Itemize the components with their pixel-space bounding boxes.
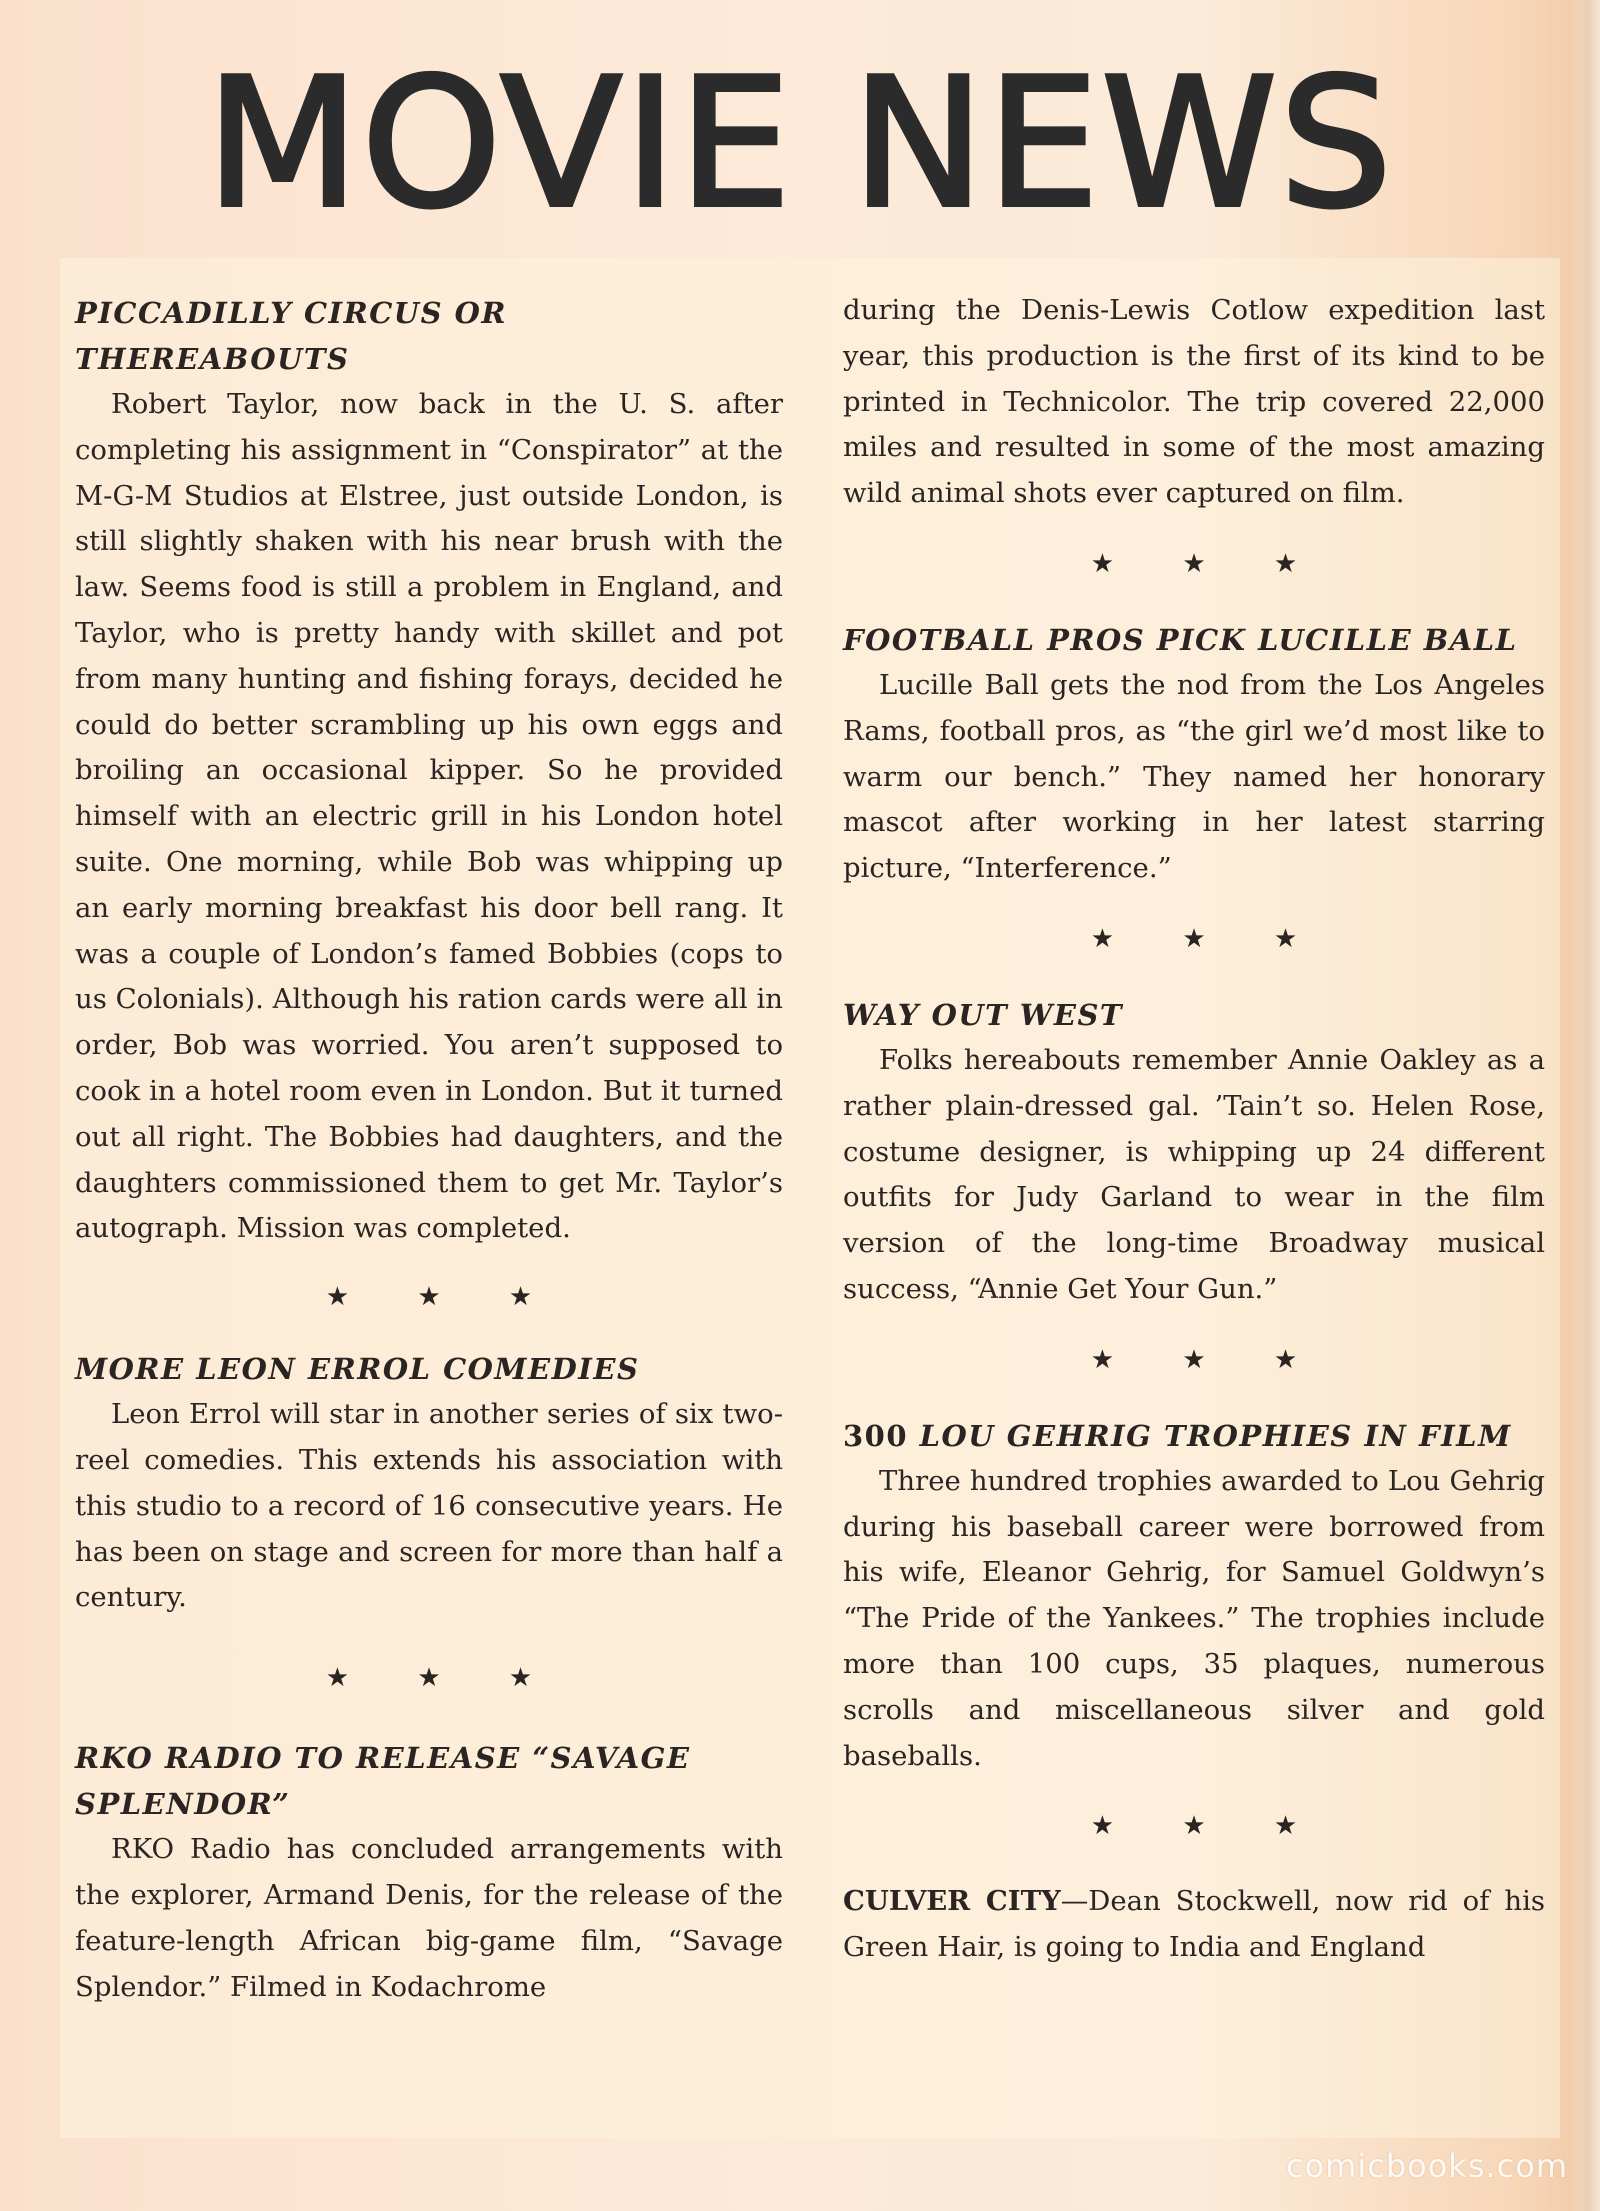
story-body: Folks hereabouts remember Annie Oakley as a rather plain-dressed gal. ’Tain’t so. Helen Rose, costume designer, is whipping up 24 different outfits for Judy Garland to wear in the film version of the long-time Broadway musical success, “Annie Get Your Gun.” — [843, 1043, 1545, 1305]
story-way-out-west — [843, 992, 1545, 1313]
story-headline: WAY OUT WEST — [843, 997, 1123, 1032]
story-text: —Dean Stockwell, now rid of his Green Hair, is going to India and England — [843, 1885, 1546, 1964]
page-spine-edge — [1572, 0, 1600, 2211]
story-piccadilly — [75, 290, 783, 1252]
headline-number: 300 — [843, 1418, 909, 1453]
site-watermark: comicbooks.com — [1285, 2147, 1568, 2185]
star-divider: ★ ★ ★ — [1090, 1811, 1298, 1842]
story-savage-splendor — [75, 1735, 783, 2010]
headline-text: LOU GEHRIG TROPHIES IN FILM — [919, 1418, 1512, 1453]
story-savage-splendor-continued — [843, 288, 1545, 517]
story-body: Leon Errol will star in another series of six two-reel comedies. This extends his association with this studio to a record of 16 consecutive years. He has been on stage and screen for more than half a century. — [75, 1398, 783, 1614]
star-divider: ★ ★ ★ — [325, 1282, 533, 1313]
story-body: Three hundred trophies awarded to Lou Gehrig during his baseball career were borrowed from his wife, Eleanor Gehrig, for Samuel Goldwyn’s “The Pride of the Yankees.” The trophies include more than 100 cups, 35 plaques, numerous scrolls and miscellaneous silver and gold baseballs. — [843, 1464, 1545, 1772]
masthead-title: MOVIE NEWS — [205, 40, 1395, 247]
story-lou-gehrig — [843, 1413, 1545, 1780]
star-divider: ★ ★ ★ — [1090, 1344, 1298, 1375]
story-headline: FOOTBALL PROS PICK LUCILLE BALL — [843, 622, 1518, 657]
story-headline: RKO RADIO TO RELEASE “SAVAGE SPLENDOR” — [75, 1741, 691, 1822]
story-body: Robert Taylor, now back in the U. S. after completing his assignment in “Conspirator” at the M-G-M Studios at Elstree, just outside London, is still slightly shaken with his near brush with the law. Seems food is still a problem in England, and Taylor, who is pretty handy with skillet and pot from many hunting and fishing forays, decided he could do better scrambling up his own eggs and broiling an occasional kipper. So he provided himself with an electric grill in his London hotel suite. One morning, while Bob was whipping up an early morning breakfast his door bell rang. It was a couple of London’s famed Bobbies (cops to us Colonials). Although his ration cards were all in order, Bob was worried. You aren’t supposed to cook in a hotel room even in London. But it turned out all right. The Bobbies had daughters, and the daughters commissioned them to get Mr. Taylor’s autograph. Mission was completed. — [75, 388, 783, 1245]
story-headline: MORE LEON ERROL COMEDIES — [75, 1352, 640, 1387]
left-column — [75, 290, 783, 2010]
right-column — [843, 288, 1545, 1971]
star-divider: ★ ★ ★ — [325, 1663, 533, 1694]
story-lucille-ball — [843, 617, 1545, 892]
story-body: during the Denis-Lewis Cotlow expedition last year, this production is the first of its kind to be printed in Technicolor. The trip covered 22,000 miles and resulted in some of the most amazing wild animal shots ever captured on film. — [843, 294, 1545, 510]
story-body: RKO Radio has concluded arrangements with the explorer, Armand Denis, for the release of the feature-length African big-game film, “Savage Splendor.” Filmed in Kodachrome — [75, 1833, 783, 2003]
story-headline — [843, 1413, 1545, 1459]
story-culver-city — [843, 1879, 1545, 1971]
star-divider: ★ ★ ★ — [1090, 548, 1298, 579]
star-divider: ★ ★ ★ — [1090, 923, 1298, 954]
story-leon-errol — [75, 1346, 783, 1621]
story-body — [843, 1879, 1545, 1971]
story-body: Lucille Ball gets the nod from the Los Angeles Rams, football pros, as “the girl we’d most like to warm our bench.” They named her honorary mascot after working in her latest starring picture, “Interference.” — [843, 668, 1545, 885]
story-headline: PICCADILLY CIRCUS OR THEREABOUTS — [75, 296, 507, 376]
dateline: CULVER CITY — [843, 1885, 1061, 1918]
